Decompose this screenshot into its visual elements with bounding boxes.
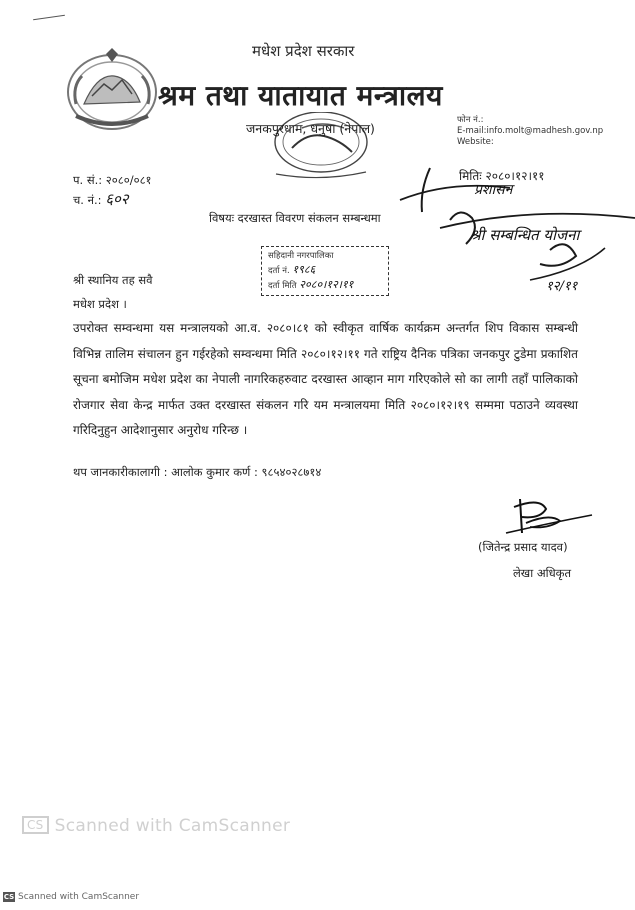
- stamp-office: सहिदानी नगरपालिका: [268, 251, 334, 261]
- registration-stamp: [261, 246, 389, 296]
- footer-watermark: [3, 892, 139, 902]
- stamp-darta-row: [268, 263, 382, 278]
- stamp-darta-value: १९८६: [292, 263, 316, 276]
- letter-body: उपरोक्त सम्वन्धमा यस मन्त्रालयको आ.व. २०८०।८१ को स्वीकृत वार्षिक कार्यक्रम अन्तर्गत शिप विकास सम्बन्धी विभिन्न तालिम संचालन हुन गईरहेको सम्वन्धमा मिति २०८०।१२।११ गते राष्ट्रिय दैनिक पत्रिका जनकपुर टुडेमा प्रकाशित सूचना बमोजिम मधेश प्रदेश का नेपाली नागरिकहरुवाट दरखास्त आव्हान माग गरिएकोले सो का लागी तहाँ पालिकाको रोजगार सेवा केन्द्र मार्फत उक्त दरखास्त संकलन गरि यम मन्त्रालयमा मिति २०८०।१२।१९ सम्ममा पठाउने व्यवस्था गरिदिनुहुन आदेशानुसार अनुरोध गरिन्छ ।: [73, 321, 578, 437]
- camscanner-logo-icon: CS: [3, 893, 15, 901]
- stamp-miti-value: २०८०।१२।११: [299, 278, 354, 291]
- officer-signature: [500, 493, 595, 538]
- handwritten-date: १२/११: [546, 279, 578, 294]
- recipient-line-1: श्री स्थानिय तह सवै: [73, 273, 153, 287]
- faint-watermark: [22, 816, 290, 836]
- chalani-label: च. नं.:: [73, 193, 102, 207]
- recipient-line-2: मधेश प्रदेश ।: [73, 297, 127, 311]
- stamp-darta-label: दर्ता नं.: [268, 266, 290, 276]
- handwritten-line-2: श्री सम्बन्धित योजना: [470, 226, 580, 244]
- patra-sankhya: प. सं.: २०८०/०८१: [73, 173, 152, 187]
- camscanner-icon: CS: [22, 816, 49, 834]
- stamp-miti-row: [268, 278, 382, 293]
- reference-numbers: [73, 171, 152, 210]
- contact-block: [457, 115, 603, 148]
- government-name: मधेश प्रदेश सरकार: [252, 42, 355, 60]
- email-text: E-mail:info.molt@madhesh.gov.np: [457, 126, 604, 136]
- footer-watermark-text: Scanned with CamScanner: [18, 892, 140, 902]
- website-label: Website:: [457, 137, 494, 147]
- signatory-name: (जितेन्द्र प्रसाद यादव): [478, 540, 568, 554]
- faint-watermark-text: Scanned with CamScanner: [54, 816, 291, 836]
- contact-person-line: थप जानकारीकालागी : आलोक कुमार कर्ण : ९८५४०२८७१४: [73, 465, 322, 479]
- letter-date: मितिः २०८०।१२।११: [459, 169, 545, 183]
- handwritten-endorsement: [390, 160, 635, 300]
- chalani-number: [73, 190, 152, 210]
- signatory-title: लेखा अधिकृत: [513, 566, 572, 580]
- recipient-block: [73, 268, 153, 316]
- ministry-name: श्रम तथा यातायात मन्त्रालय: [158, 79, 443, 112]
- ministry-address: जनकपुरधाम, धनुषा (नेपाल): [246, 121, 375, 136]
- stamp-miti-label: दर्ता मिति: [268, 281, 297, 291]
- phone-label: फोन नं.:: [457, 115, 484, 125]
- handwritten-line-1: प्रशासन: [474, 182, 513, 198]
- chalani-value: ६०२: [105, 190, 129, 208]
- nepal-emblem-logo: [62, 46, 162, 132]
- scan-mark: [33, 15, 65, 20]
- letter-subject: विषयः दरखास्त विवरण संकलन सम्बन्धमा: [209, 211, 381, 225]
